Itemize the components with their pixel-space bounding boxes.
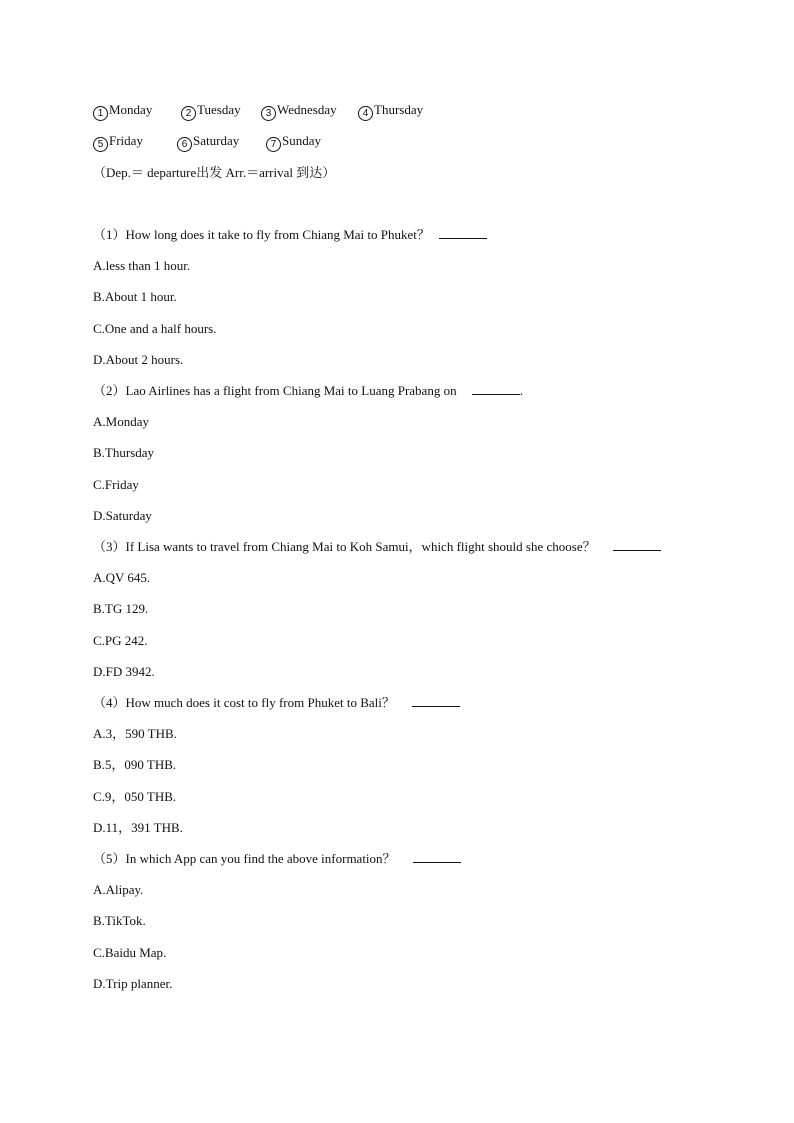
answer-option[interactable]: B.TikTok. (93, 913, 146, 928)
question-text: （2）Lao Airlines has a flight from Chiang Mai to Luang Prabang on (93, 383, 457, 398)
answer-option[interactable]: A.less than 1 hour. (93, 258, 191, 273)
day-name: Friday (109, 133, 143, 148)
circled-number: 4 (358, 106, 373, 121)
answer-option[interactable]: C.One and a half hours. (93, 321, 217, 336)
answer-option[interactable]: A.QV 645. (93, 570, 151, 585)
day-legend-saturday (177, 133, 239, 149)
question-text: （4）How much does it cost to fly from Phuket to Bali？ (93, 695, 395, 710)
answer-option[interactable]: C.PG 242. (93, 633, 148, 648)
answer-blank[interactable] (613, 539, 661, 551)
question-text: （1）How long does it take to fly from Chiang Mai to Phuket？ (93, 227, 430, 242)
day-name: Thursday (374, 102, 424, 117)
day-name: Wednesday (277, 102, 337, 117)
question-stem (93, 695, 460, 711)
answer-option[interactable]: D.Trip planner. (93, 976, 173, 991)
answer-option[interactable]: D.FD 3942. (93, 664, 155, 679)
answer-option[interactable]: A.Alipay. (93, 882, 144, 897)
circled-number: 6 (177, 137, 192, 152)
day-legend-thursday (358, 102, 423, 118)
answer-option[interactable]: B.TG 129. (93, 601, 149, 616)
day-name: Monday (109, 102, 153, 117)
answer-option[interactable]: C.Baidu Map. (93, 945, 167, 960)
answer-blank[interactable] (412, 695, 460, 707)
day-legend-sunday (266, 133, 321, 149)
day-name: Saturday (193, 133, 240, 148)
answer-option[interactable]: A.3，590 THB. (93, 726, 177, 741)
question-suffix: . (519, 383, 524, 398)
day-name: Tuesday (197, 102, 241, 117)
answer-option[interactable]: A.Monday (93, 414, 149, 429)
answer-blank[interactable] (472, 383, 520, 395)
circled-number: 2 (181, 106, 196, 121)
answer-option[interactable]: B.5，090 THB. (93, 757, 177, 772)
day-legend-monday (93, 102, 152, 118)
question-text: （3）If Lisa wants to travel from Chiang Mai to Koh Samui，which flight should she choose？ (93, 539, 596, 554)
answer-option[interactable]: C.9，050 THB. (93, 789, 177, 804)
answer-option[interactable]: D.About 2 hours. (93, 352, 184, 367)
answer-option[interactable]: B.About 1 hour. (93, 289, 177, 304)
day-legend-tuesday (181, 102, 241, 118)
circled-number: 7 (266, 137, 281, 152)
day-name: Sunday (282, 133, 321, 148)
answer-option[interactable]: D.Saturday (93, 508, 152, 523)
answer-option[interactable]: C.Friday (93, 477, 139, 492)
answer-blank[interactable] (413, 851, 461, 863)
question-stem (93, 383, 523, 399)
answer-option[interactable]: B.Thursday (93, 445, 155, 460)
day-legend-wednesday (261, 102, 337, 118)
question-stem (93, 227, 487, 243)
question-stem (93, 851, 461, 867)
day-legend-friday (93, 133, 143, 149)
circled-number: 1 (93, 106, 108, 121)
question-text: （5）In which App can you find the above information？ (93, 851, 396, 866)
circled-number: 5 (93, 137, 108, 152)
abbreviation-note: （Dep.＝ departure出发 Arr.＝arrival 到达） (93, 165, 336, 180)
answer-blank[interactable] (439, 227, 487, 239)
question-stem (93, 539, 661, 555)
answer-option[interactable]: D.11，391 THB. (93, 820, 183, 835)
circled-number: 3 (261, 106, 276, 121)
